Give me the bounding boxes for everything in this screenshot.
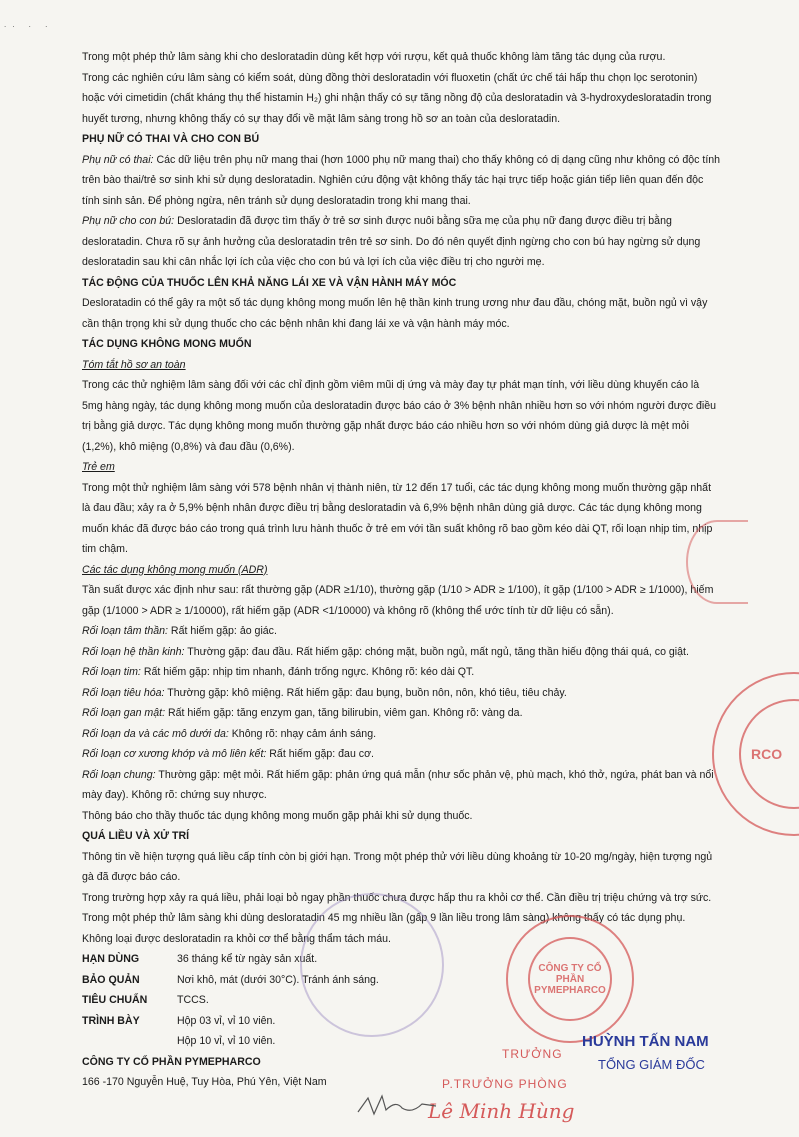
para-overdose: Không loại được desloratadin ra khỏi cơ thể bằng thẩm tách máu. <box>82 932 391 945</box>
adr-item <box>82 744 722 765</box>
label-pregnant: Phụ nữ có thai: <box>82 153 154 166</box>
text-nursing: Desloratadin đã được tìm thấy ở trẻ sơ sinh được nuôi bằng sữa mẹ của phụ nữ đang được điều trị bằng desloratadin. Chưa rõ sự ảnh hưởng của desloratadin trên trẻ sơ sinh. Do đó nên quyết định ngừng cho con bú hay ngừng sử dụng desloratadin sau khi cân nhắc lợi ích của việc cho con bú và lợi ích của việc điều trị cho người mẹ. <box>82 215 701 268</box>
para-alcohol: Trong một phép thử lâm sàng khi cho desloratadin dùng kết hợp với rượu, kết quả thuốc không làm tăng tác dụng của rượu. <box>82 51 666 63</box>
text-pregnant: Các dữ liệu trên phụ nữ mang thai (hơn 1000 phụ nữ mang thai) cho thấy không có dị dạng cũng như không có độc tính trên bào thai/trẻ sơ sinh khi sử dụng desloratadin. Nghiên cứu động vật không thấy tác hại trực tiếp hoặc gián tiếp liên quan đến độc tính sinh sản. Để phòng ngừa, nên tránh sử dụng desloratadin trong khi mang thai. <box>82 153 721 207</box>
label-nursing: Phụ nữ cho con bú: <box>82 215 175 227</box>
para-interactions: Trong các nghiên cứu lâm sàng có kiểm soát, dùng đồng thời desloratadin với fluoxetin (chất ức chế tái hấp thu chọn lọc serotonin) hoặc với cimetidin (chất kháng thụ thể histamin H₂) ghi nhận thấy có sự tăng nồng độ của desloratadin và 3-hydroxydesloratadin trong huyết tương, nhưng không thấy có sự thay đổi về mặt lâm sàng trong hồ sơ an toàn của desloratadin. <box>82 71 712 125</box>
signer-name: HUỲNH TẤN NAM <box>582 1033 709 1050</box>
para-overdose: Trong một phép thử lâm sàng khi dùng desloratadin 45 mg nhiều lần (gấp 9 lần liều trong lâm sàng) không thấy có tác dụng phụ. <box>82 912 686 924</box>
adr-label: Rối loạn cơ xương khớp và mô liên kết: <box>82 748 267 760</box>
spec-key: TRÌNH BÀY <box>82 1014 140 1027</box>
company-seal-text: CÔNG TY CỔ PHẦN PYMEPHARCO <box>534 962 606 996</box>
adr-item <box>82 683 722 704</box>
spec-key <box>82 1031 177 1052</box>
dept-stamp-line2: P.TRƯỞNG PHÒNG <box>442 1077 568 1091</box>
adr-text: Không rõ: nhạy cảm ánh sáng. <box>228 727 377 740</box>
signer-title: TỔNG GIÁM ĐỐC <box>598 1057 705 1072</box>
heading-overdose: QUÁ LIỀU VÀ XỬ TRÍ <box>82 830 190 842</box>
subheading-adr: Các tác dụng không mong muốn (ADR) <box>82 563 268 576</box>
para-report: Thông báo cho thầy thuốc tác dụng không mong muốn gặp phải khi sử dụng thuốc. <box>82 809 473 822</box>
company-address: 166 -170 Nguyễn Huệ, Tuy Hòa, Phú Yên, Việt Nam <box>82 1076 327 1088</box>
heading-pregnancy: PHỤ NỮ CÓ THAI VÀ CHO CON BÚ <box>82 133 260 145</box>
partial-stamp-right-top <box>686 520 748 604</box>
para-driving: Desloratadin có thể gây ra một số tác dụng không mong muốn lên hệ thần kinh trung ương như đau đầu, chóng mặt, buồn ngủ vì vậy cần thận trọng khi sử dụng thuốc cho các bệnh nhân khi đang lái xe và vận hành máy móc. <box>82 297 708 330</box>
adr-item <box>82 621 722 642</box>
dept-stamp-line1: TRƯỞNG <box>502 1047 563 1061</box>
adr-item <box>82 642 722 663</box>
adr-label: Rối loạn gan mật: <box>82 707 166 719</box>
para-safety: Trong các thử nghiệm lâm sàng đối với các chỉ định gồm viêm mũi dị ứng và mày đay tự phát mạn tính, với liều dùng khuyến cáo là 5mg hàng ngày, tác dụng không mong muốn của desloratadin được báo cáo ở 3% bệnh nhân nhiều hơn so với nhóm người được điều trị bằng giả dược. Tác dụng không mong muốn thường gặp nhất được báo cáo nhiều hơn so với nhóm dùng giả dược là mệt mỏi (1,2%), khô miệng (0,8%) và đau đầu (0,6%). <box>82 379 717 453</box>
adr-item <box>82 765 722 806</box>
adr-label: Rối loạn hệ thần kinh: <box>82 645 185 658</box>
adr-item <box>82 724 722 745</box>
adr-text: Rất hiếm gặp: nhịp tim nhanh, đánh trống ngực. Không rõ: kéo dài QT. <box>140 666 475 678</box>
adr-text: Thường gặp: đau đầu. Rất hiếm gặp: chóng mặt, buồn ngủ, mất ngủ, tăng thần hiếu động thái quá, co giật. <box>184 645 689 658</box>
adr-text: Rất hiếm gặp: ảo giác. <box>167 625 277 637</box>
para-children: Trong một thử nghiệm lâm sàng với 578 bệnh nhân vị thành niên, từ 12 đến 17 tuổi, các tác dụng không mong muốn thường gặp nhất là đau đầu; xảy ra ở 5,9% bệnh nhân được điều trị bằng desloratadin và 6,9% bệnh nhân dùng giả dược. Các tác dụng không mong muốn khác đã được báo cáo trong quá trình lưu hành thuốc ở trẻ em với tần suất không rõ bao gồm kéo dài QT, rối loạn nhịp tim, nhịp tim chậm. <box>82 481 713 555</box>
side-stamp-inner <box>739 699 799 809</box>
side-stamp-text: RCO <box>751 746 783 762</box>
para-adr-intro: Tần suất được xác định như sau: rất thường gặp (ADR ≥1/10), thường gặp (1/10 > ADR ≥ 1/100), ít gặp (1/100 > ADR ≥ 1/1000), hiếm gặp (1/1000 > ADR ≥ 1/10000), rất hiếm gặp (ADR <1/10000) và không rõ (không thể ước tính từ dữ liệu có sẵn). <box>82 584 714 617</box>
qa-stamp <box>300 893 444 1037</box>
subheading-children: Trẻ em <box>82 461 115 473</box>
adr-text: Rất hiếm gặp: tăng enzym gan, tăng bilirubin, viêm gan. Không rõ: vàng da. <box>165 707 523 719</box>
para-nursing <box>82 211 722 273</box>
para-pregnant <box>82 150 722 212</box>
subheading-safety: Tóm tắt hồ sơ an toàn <box>82 358 186 371</box>
company-seal-inner <box>528 937 612 1021</box>
spec-value: Nơi khô, mát (dưới 30°C). Tránh ánh sáng. <box>177 973 379 986</box>
adr-text: Thường gặp: khô miệng. Rất hiếm gặp: đau bụng, buồn nôn, nôn, khó tiêu, tiêu chảy. <box>164 686 567 699</box>
adr-label: Rối loạn tâm thần: <box>82 625 168 637</box>
company-seal <box>506 915 634 1043</box>
handwritten-signature <box>356 1090 476 1120</box>
spec-key: TIÊU CHUẨN <box>82 994 148 1006</box>
company-name: CÔNG TY CỔ PHẦN PYMEPHARCO <box>82 1055 261 1068</box>
adr-label: Rối loạn chung: <box>82 768 156 781</box>
adr-text: Thường gặp: mệt mỏi. Rất hiếm gặp: phản ứng quá mẫn (như sốc phản vệ, phù mạch, khó thở, ngứa, phát ban và nổi mày đay). Không rõ: chứng suy nhược. <box>82 768 714 801</box>
heading-adverse: TÁC DỤNG KHÔNG MONG MUỐN <box>82 338 252 350</box>
adr-item <box>82 662 722 683</box>
spec-key: HẠN DÙNG <box>82 953 140 965</box>
spec-value: 36 tháng kể từ ngày sản xuất. <box>177 953 318 965</box>
adr-label: Rối loạn da và các mô dưới da: <box>82 727 229 740</box>
para-overdose: Trong trường hợp xảy ra quá liều, phải loại bỏ ngay phần thuốc chưa được hấp thu ra khỏi cơ thể. Cần điều trị triệu chứng và trợ sức. <box>82 891 712 904</box>
spec-value: Hộp 10 vỉ, vỉ 10 viên. <box>177 1035 276 1047</box>
dept-signature: Lê Minh Hùng <box>428 1099 575 1123</box>
side-company-stamp <box>712 672 799 836</box>
adr-text: Rất hiếm gặp: đau cơ. <box>266 748 374 760</box>
spec-value: Hộp 03 vỉ, vỉ 10 viên. <box>177 1014 276 1027</box>
spec-key: BẢO QUẢN <box>82 973 140 986</box>
para-overdose: Thông tin về hiện tượng quá liều cấp tính còn bị giới hạn. Trong một phép thử với liều dùng khoảng từ 10-20 mg/ngày, hiện tượng ngủ gà đã được báo cáo. <box>82 850 713 883</box>
adr-label: Rối loạn tiêu hóa: <box>82 686 165 699</box>
scan-specks: .. . . <box>4 20 54 29</box>
spec-value: TCCS. <box>177 994 209 1006</box>
adr-item <box>82 703 722 724</box>
heading-driving: TÁC ĐỘNG CỦA THUỐC LÊN KHẢ NĂNG LÁI XE VÀ VẬN HÀNH MÁY MÓC <box>82 276 457 289</box>
adr-label: Rối loạn tim: <box>82 666 141 678</box>
